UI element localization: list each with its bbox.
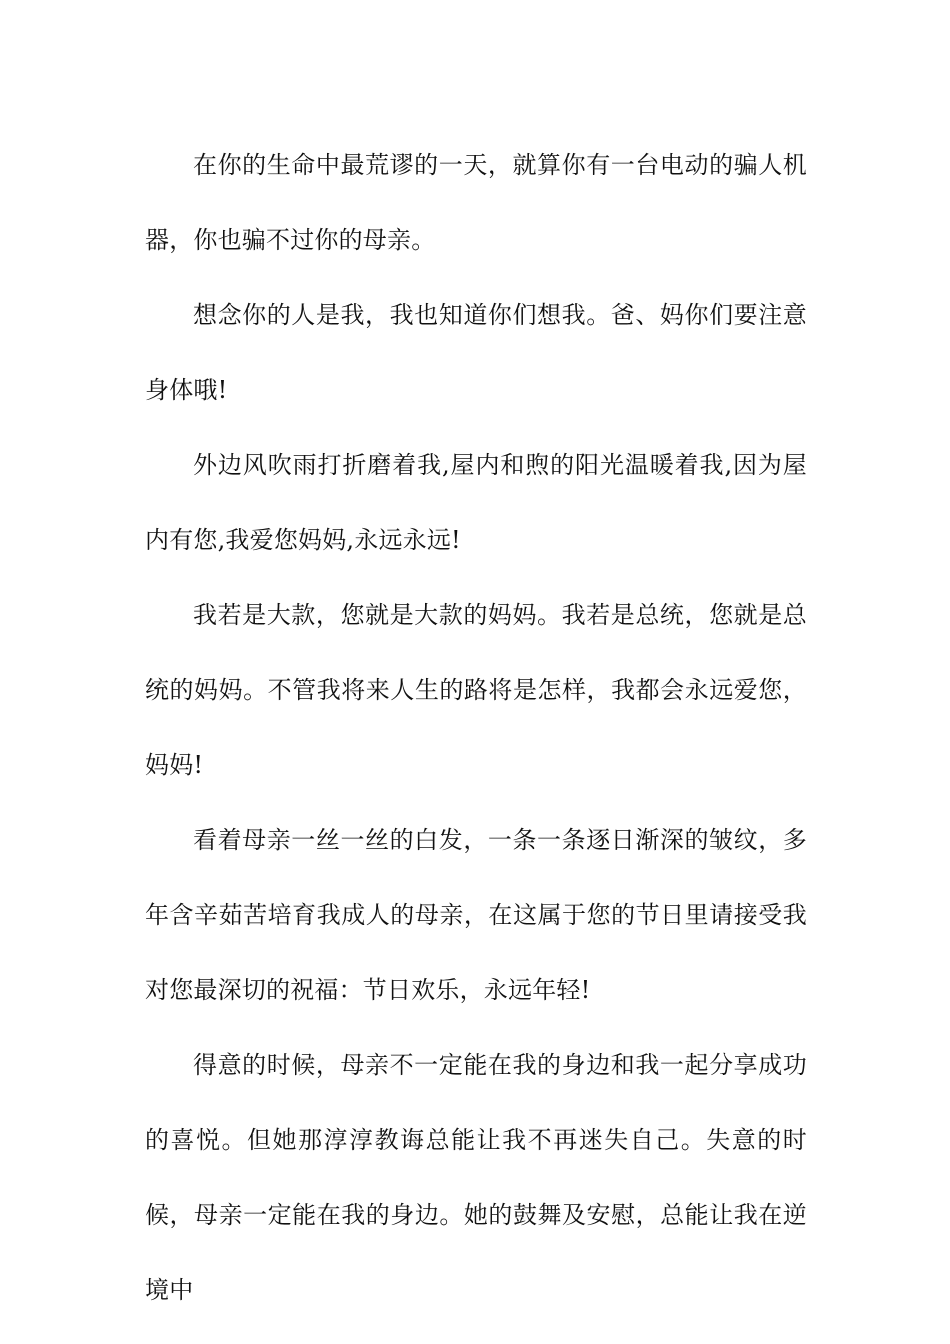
paragraph-5: 看着母亲一丝一丝的白发，一条一条逐日渐深的皱纹，多年含辛茹苦培育我成人的母亲，在这属于您的节日里请接受我对您最深切的祝福：节日欢乐，永远年轻! — [145, 826, 807, 1004]
paragraph-3: 外边风吹雨打折磨着我,屋内和煦的阳光温暖着我,因为屋内有您,我爱您妈妈,永远永远! — [145, 451, 807, 554]
document-body — [145, 128, 807, 1328]
paragraph-1: 在你的生命中最荒谬的一天，就算你有一台电动的骗人机器，你也骗不过你的母亲。 — [145, 151, 807, 254]
paragraph-4: 我若是大款，您就是大款的妈妈。我若是总统，您就是总统的妈妈。不管我将来人生的路将是怎样，我都会永远爱您，妈妈! — [145, 601, 807, 779]
paragraph-2: 想念你的人是我，我也知道你们想我。爸、妈你们要注意身体哦! — [145, 301, 807, 404]
paragraph-6: 得意的时候，母亲不一定能在我的身边和我一起分享成功的喜悦。但她那淳淳教诲总能让我不再迷失自己。失意的时候，母亲一定能在我的身边。她的鼓舞及安慰，总能让我在逆境中 — [145, 1051, 807, 1304]
